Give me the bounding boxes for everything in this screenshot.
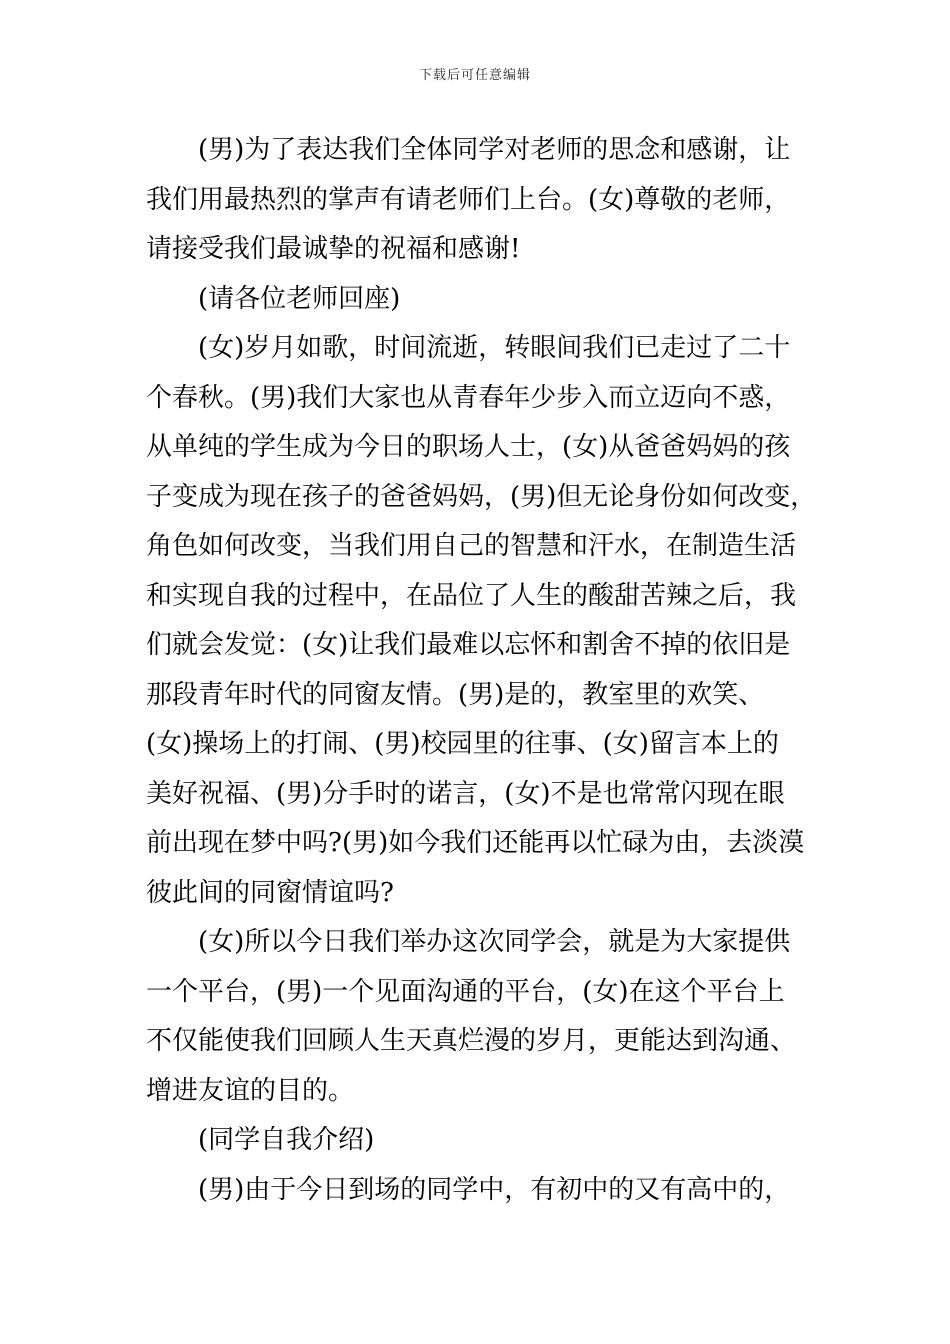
text-line: (男)为了表达我们全体同学对老师的思念和感谢，让 xyxy=(198,135,791,165)
text-line: 角色如何改变，当我们用自己的智慧和汗水，在制造生活 xyxy=(146,531,797,561)
text-line: (女)所以今日我们举办这次同学会，就是为大家提供 xyxy=(198,927,791,957)
text-line: 一个平台，(男)一个见面沟通的平台，(女)在这个平台上 xyxy=(146,976,785,1007)
stage-direction: (请各位老师回座) xyxy=(198,283,401,314)
text-line: (男)由于今日到场的同学中，有初中的又有高中的， xyxy=(198,1174,791,1205)
text-line: 增进友谊的目的。 xyxy=(146,1075,355,1106)
text-line: 请接受我们最诚挚的祝福和感谢! xyxy=(146,234,521,264)
text-line: 们就会发觉：(女)让我们最难以忘怀和割舍不掉的依旧是 xyxy=(146,630,791,660)
text-line: 我们用最热烈的掌声有请老师们上台。(女)尊敬的老师， xyxy=(146,184,791,215)
text-line: 不仅能使我们回顾人生天真烂漫的岁月，更能达到沟通、 xyxy=(146,1026,797,1056)
text-line: 子变成为现在孩子的爸爸妈妈，(男)但无论身份如何改变， xyxy=(146,481,817,512)
page-header-note: 下载后可任意编辑 xyxy=(418,68,531,83)
text-line: 个春秋。(男)我们大家也从青春年少步入而立迈向不惑， xyxy=(146,382,791,413)
text-line: 从单纯的学生成为今日的职场人士，(女)从爸爸妈妈的孩 xyxy=(146,432,791,462)
text-line: 和实现自我的过程中，在品位了人生的酸甜苦辣之后，我 xyxy=(146,580,797,611)
document-body xyxy=(146,126,826,1215)
text-line: 彼此间的同窗情谊吗? xyxy=(146,877,394,908)
text-line: (女)操场上的打闹、(男)校园里的往事、(女)留言本上的 xyxy=(146,729,779,759)
text-line: 前出现在梦中吗?(男)如今我们还能再以忙碌为由，去淡漠 xyxy=(146,828,805,858)
stage-direction: (同学自我介绍) xyxy=(198,1125,375,1155)
text-line: 美好祝福、(男)分手时的诺言，(女)不是也常常闪现在眼 xyxy=(146,778,785,809)
text-line: 那段青年时代的同窗友情。(男)是的，教室里的欢笑、 xyxy=(146,679,765,710)
text-line: (女)岁月如歌，时间流逝，转眼间我们已走过了二十 xyxy=(198,333,791,363)
